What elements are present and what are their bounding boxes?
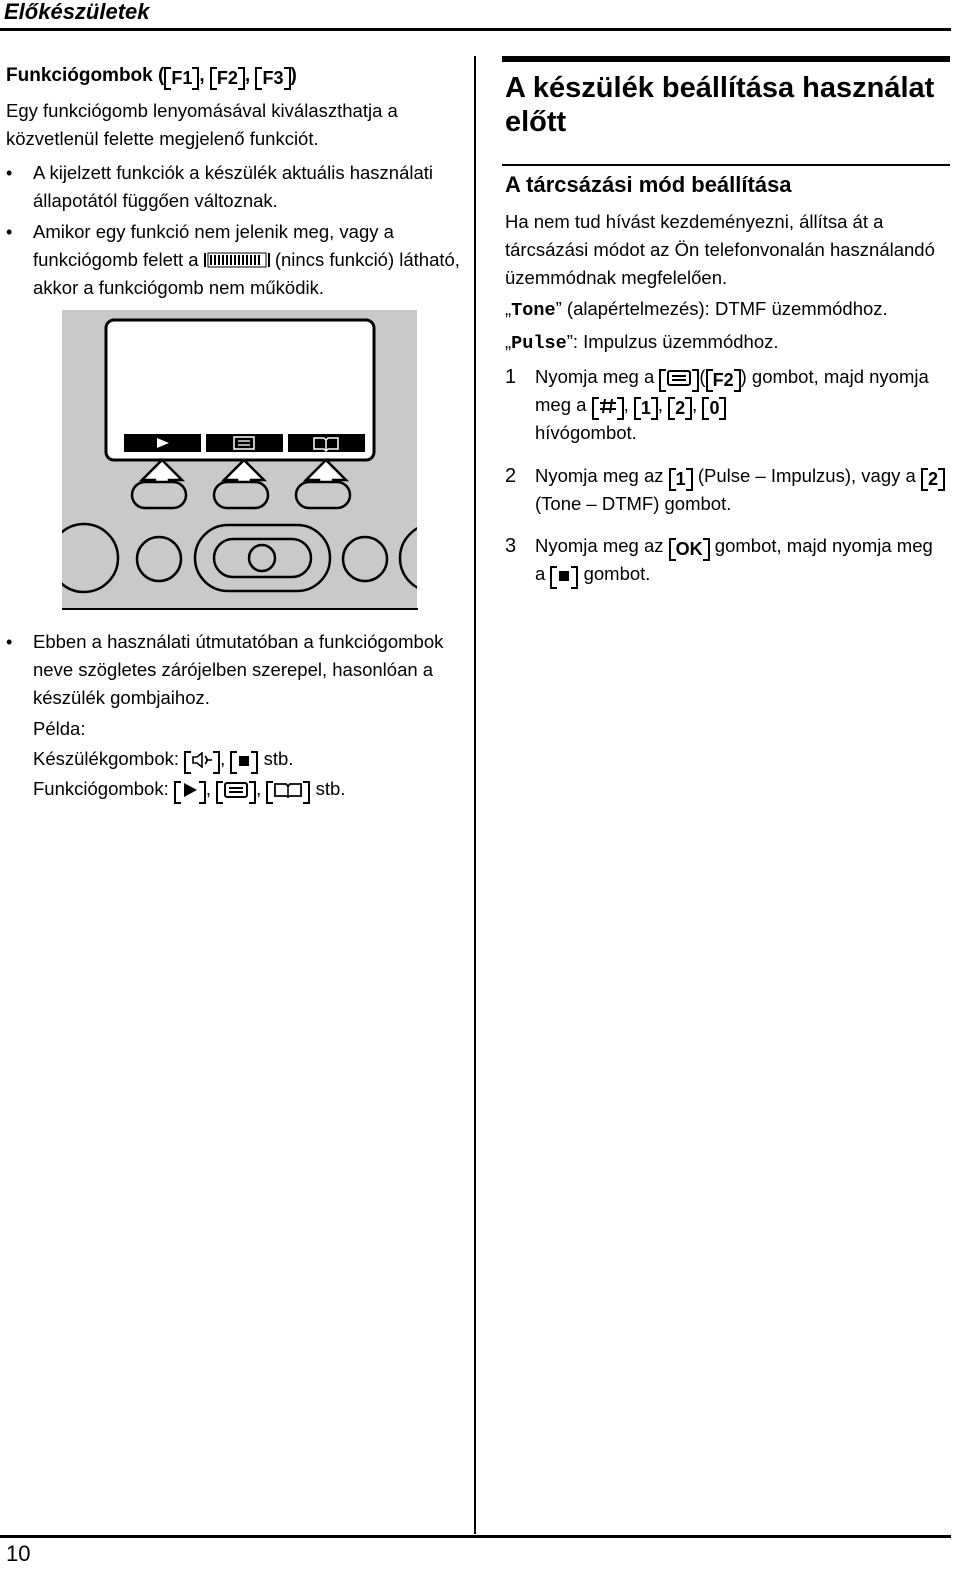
dial-mode-intro: Ha nem tud hívást kezdeményezni, állítsa át a tárcsázási módot az Ön telefonvonalán használandó üzemmódnak megfelelően. [505,211,935,288]
menu-icon [223,782,249,798]
step-3-text: Nyomja meg az OK gombot, majd nyomja meg a gombot. [535,532,945,588]
function-button-f2 [214,482,268,508]
speaker-icon [191,752,213,768]
no-function-indicator-icon [204,252,270,268]
play-key [174,782,206,802]
f3-key: F3 [255,68,290,88]
hash-key [592,398,624,418]
round-button-right [343,537,387,581]
play-icon [181,782,199,798]
f2-key: F2 [706,370,741,390]
key-0: 0 [702,398,726,418]
phonebook-icon [273,782,303,798]
section-title: A készülék beállítása használat előtt [505,72,935,138]
stop-icon [557,567,571,583]
handset-illustration [62,310,417,608]
f1-key: F1 [164,68,199,88]
section-top-rule [502,56,950,62]
device-keys-example: Készülékgombok: , stb. [33,745,293,773]
menu-icon [666,370,692,386]
tone-option: „Tone” (alapértelmezés): DTMF üzemmódhoz. [505,298,888,321]
step-number: 1 [505,366,517,388]
illustration-bottom-rule [62,608,418,610]
page-number: 10 [6,1541,31,1566]
stop-key [230,752,258,772]
function-button-f1 [132,482,186,508]
phonebook-key [266,782,310,802]
f2-key: F2 [210,68,245,88]
function-keys-heading: Funkciógombok ( F1 , F2 , F3 ) [6,65,297,88]
page-header-title: Előkészületek [4,0,150,24]
subsection-rule [502,164,950,166]
step-2-text: Nyomja meg az 1 (Pulse – Impulzus), vagy a 2 (Tone – DTMF) gombot. [535,462,945,518]
key-2: 2 [668,398,692,418]
stop-icon [237,752,251,768]
key-1: 1 [634,398,658,418]
navigator-center-button [249,545,275,571]
footer-divider [0,1535,951,1538]
function-button-f3 [296,482,350,508]
round-button-left [137,537,181,581]
step-number: 3 [505,535,517,557]
function-keys-example: Funkciógombok: , , stb. [33,775,345,803]
step-number: 2 [505,465,517,487]
key-2: 2 [921,469,945,489]
pulse-option: „Pulse”: Impulzus üzemmódhoz. [505,331,779,354]
list-item-functions-change: • A kijelzett funkciók a készülék aktuális használati állapotától függően változnak. [33,159,463,215]
speaker-key [184,752,220,772]
menu-key [659,370,699,390]
list-item-bracket-notation: • Ebben a használati útmutatóban a funkciógombok neve szögletes zárójelben szerepel, hasonlóan a készülék gombjaihoz. [33,628,463,712]
function-keys-intro: Egy funkciógomb lenyomásával kiválaszthatja a közvetlenül felette megjelenő funkciót. [6,100,398,149]
subsection-title: A tárcsázási mód beállítása [505,172,792,197]
example-label: Példa: [33,718,86,739]
header-divider [0,28,951,31]
talk-button [62,524,118,592]
hash-icon [599,398,617,414]
stop-key [550,567,578,587]
menu-key [216,782,256,802]
ok-key: OK [669,539,710,559]
key-1: 1 [669,469,693,489]
step-1-text: Nyomja meg a ( F2 ) gombot, majd nyomja meg a , 1 , 2 , 0 hívógombot. [535,366,929,443]
list-item-no-function: • Amikor egy funkció nem jelenik meg, vagy a funkciógomb felett a (nincs funkció) látható, akkor a funkciógomb nem működik. [33,218,463,302]
column-divider [474,56,476,1534]
